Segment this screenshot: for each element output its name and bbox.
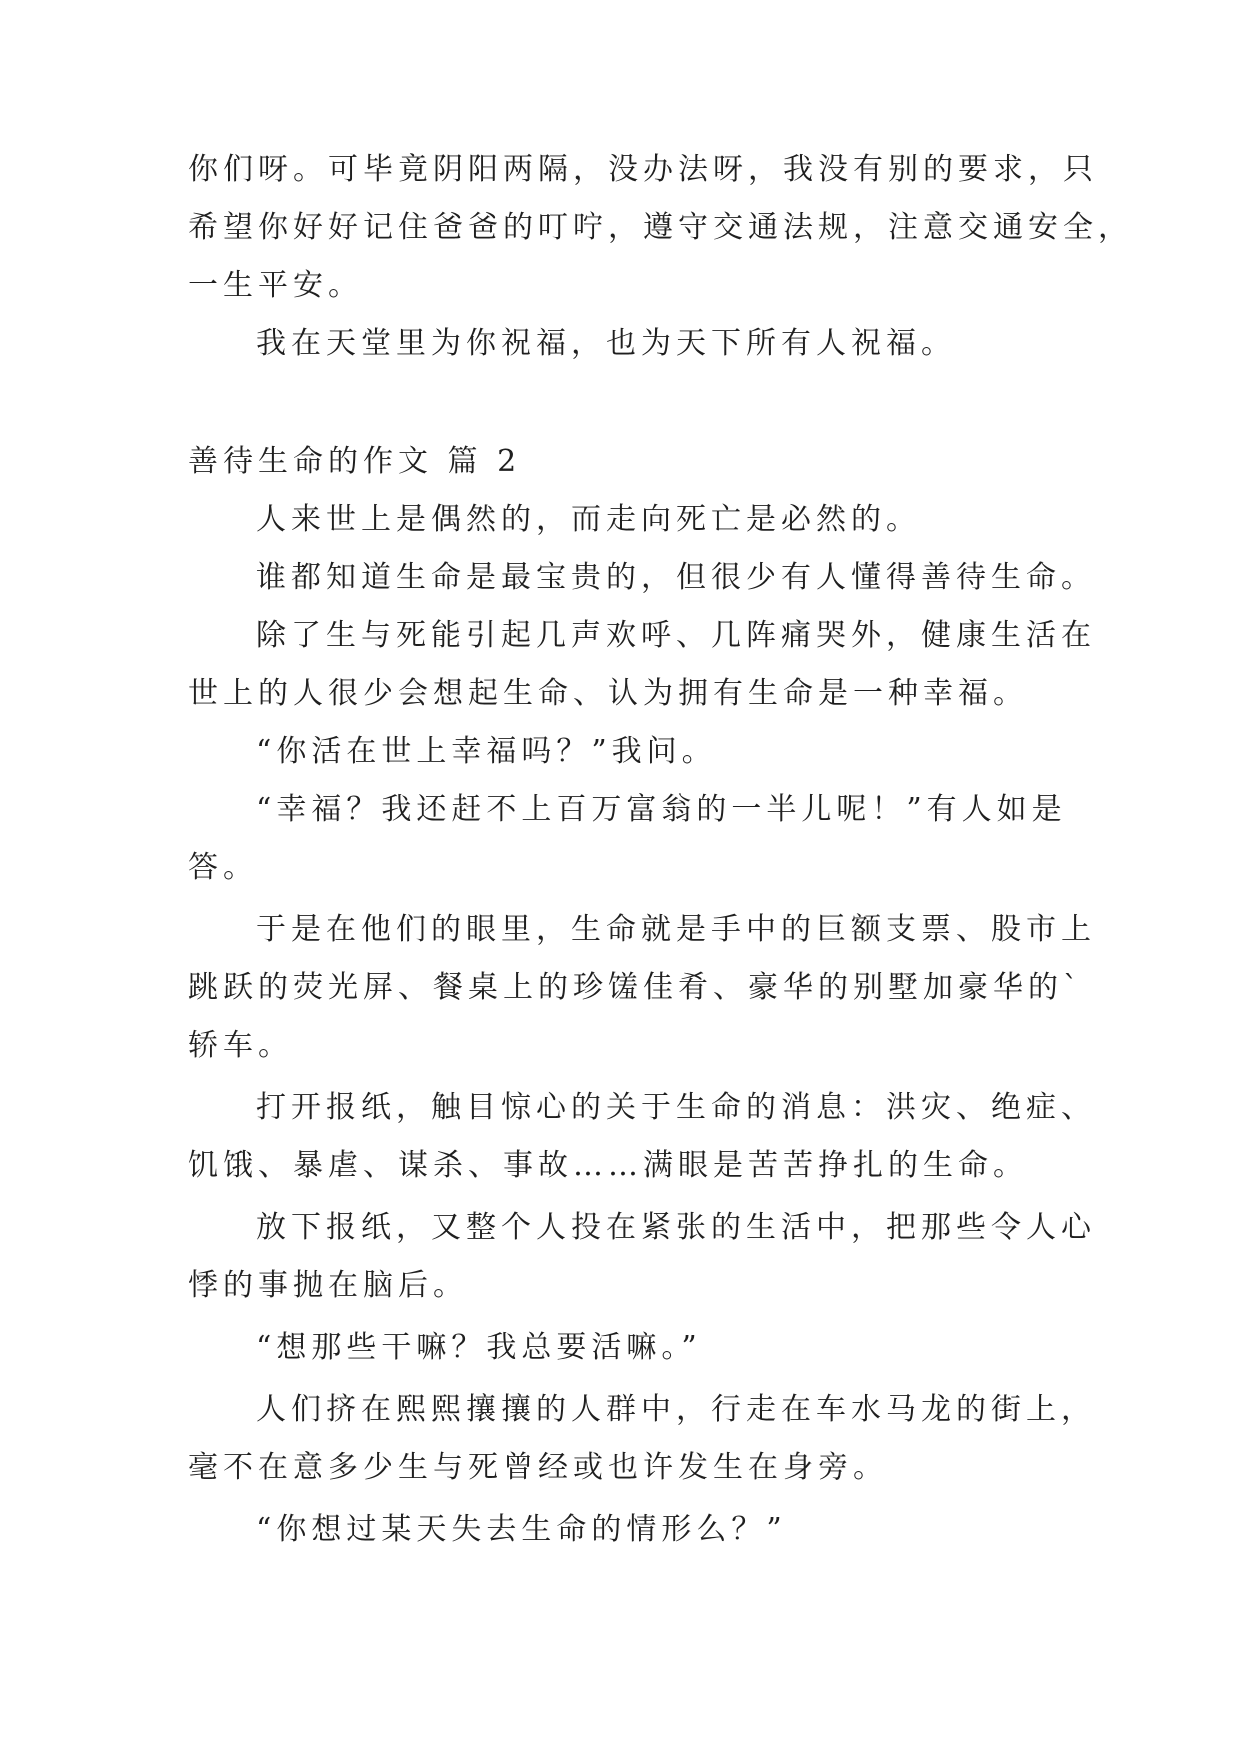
- text-line: 谁都知道生命是最宝贵的，但很少有人懂得善待生命。: [256, 560, 1096, 595]
- text-line: 答。: [188, 850, 258, 885]
- text-line: 人来世上是偶然的，而走向死亡是必然的。: [256, 502, 921, 537]
- text-line: 悸的事抛在脑后。: [188, 1268, 468, 1303]
- text-line: 你们呀。可毕竟阴阳两隔，没办法呀，我没有别的要求，只: [188, 152, 1098, 187]
- text-line: “想那些干嘛？我总要活嘛。”: [256, 1330, 702, 1365]
- text-line: 饥饿、暴虐、谋杀、事故……满眼是苦苦挣扎的生命。: [188, 1148, 1028, 1183]
- text-line: 于是在他们的眼里，生命就是手中的巨额支票、股市上: [256, 912, 1096, 947]
- text-line: 放下报纸，又整个人投在紧张的生活中，把那些令人心: [256, 1210, 1096, 1245]
- text-line: 轿车。: [188, 1028, 293, 1063]
- text-line: 除了生与死能引起几声欢呼、几阵痛哭外，健康生活在: [256, 618, 1096, 653]
- text-line: 打开报纸，触目惊心的关于生命的消息：洪灾、绝症、: [256, 1090, 1096, 1125]
- text-line: “幸福？我还赶不上百万富翁的一半儿呢！”有人如是: [256, 792, 1067, 827]
- section-heading: 善待生命的作文 篇 2: [188, 444, 522, 479]
- text-line: 跳跃的荧光屏、餐桌上的珍馐佳肴、豪华的别墅加豪华的`: [188, 970, 1083, 1005]
- text-line: 希望你好好记住爸爸的叮咛，遵守交通法规，注意交通安全，: [188, 210, 1133, 245]
- text-line: 毫不在意多少生与死曾经或也许发生在身旁。: [188, 1450, 888, 1485]
- text-line: 我在天堂里为你祝福，也为天下所有人祝福。: [256, 326, 956, 361]
- text-line: “你想过某天失去生命的情形么？”: [256, 1512, 787, 1547]
- text-line: 世上的人很少会想起生命、认为拥有生命是一种幸福。: [188, 676, 1028, 711]
- text-line: “你活在世上幸福吗？”我问。: [256, 734, 717, 769]
- text-line: 一生平安。: [188, 268, 363, 303]
- text-line: 人们挤在熙熙攘攘的人群中，行走在车水马龙的街上，: [256, 1392, 1096, 1427]
